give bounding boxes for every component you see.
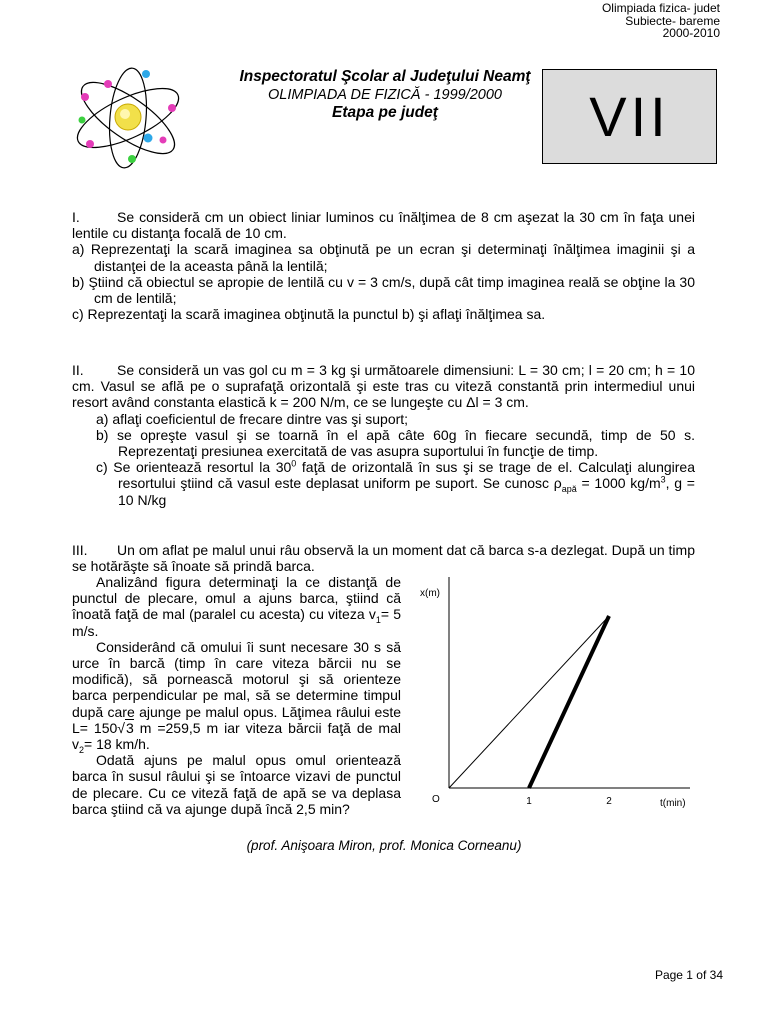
problem-2 (72, 362, 695, 508)
problem-3-para-2 (72, 638, 401, 755)
problem-3-number: III. (72, 542, 88, 558)
problem-1-c: c) Reprezentaţi la scară imaginea obţinută la punctul b) şi aflaţi înălţimea sa. (72, 306, 546, 323)
header-line-1: Olimpiada fizica- judet (601, 1, 720, 15)
problem-2-intro-text: Se consideră un vas gol cu m = 3 kg şi următoarele dimensiuni: L = 30 cm; l = 20 cm; h = 10 cm. Vasul se află pe o suprafaţă orizontală şi este tras cu viteză constantă prin intermediul unui resort având constanta elastică k = 200 N/m, ce se lungeşte cu Δl = 3 cm. (72, 362, 695, 411)
problem-2-c (72, 459, 695, 508)
page-header (602, 2, 720, 40)
series-thick-line (529, 616, 609, 788)
problem-2-c-part1: c) Se orientează resortul la 30 (96, 459, 292, 476)
problem-2-a: a) aflaţi coeficientul de frecare dintre vas şi suport; (96, 410, 409, 427)
document-title (230, 68, 540, 122)
para-2-mid: m =259,5 m iar viteza bărcii faţă de mal v (72, 719, 401, 753)
grade-box: VII (542, 69, 717, 164)
x-tick-1: 1 (526, 796, 532, 807)
motion-graph (410, 572, 700, 817)
cubic-sup: 3 (660, 474, 666, 485)
v1-sub: 1 (375, 615, 381, 626)
problem-1-a: a) Reprezentaţi la scară imaginea sa obţinută pe un ecran şi determinaţi înălţimea imaginii şi a distanţei de la aceasta până la lentilă; (72, 241, 695, 274)
problem-3-body (72, 574, 401, 817)
x-tick-2: 2 (606, 796, 612, 807)
problem-2-b: b) se opreşte vasul şi se toarnă în el apă câte 60g în fiecare secundă, timp de 50 s. Reprezentaţi presiunea exercitată de vas asupra suportului în funcţie de timp. (96, 426, 695, 460)
problem-1-intro (72, 209, 695, 241)
problem-1-b: b) Ştiind că obiectul se apropie de lentilă cu v = 3 cm/s, după cât timp imaginea reală se obţine la 30 cm de lentilă; (72, 273, 695, 307)
header-line-3: 2000-2010 (662, 26, 720, 40)
page-number: Page 1 of 34 (654, 968, 723, 982)
origin-label: O (432, 794, 440, 805)
problem-3-para-1 (72, 574, 401, 639)
x-axis-label: t(min) (660, 798, 686, 809)
problem-2-number: II. (72, 362, 84, 378)
problem-1-number: I. (72, 209, 80, 225)
problem-2-intro (72, 362, 695, 411)
sqrt-symbol: √ (117, 719, 125, 736)
problem-1-intro-text: Se consideră cm un obiect liniar luminos cu înălţimea de 8 cm aşezat la 30 cm în faţa unei lentile cu distanţa focală de 10 cm. (72, 209, 695, 242)
olympiad-title: OLIMPIADA DE FIZICĂ - 1999/2000 (268, 87, 502, 103)
stage-title: Etapa pe judeţ (332, 104, 438, 121)
rho-sub: apă (561, 484, 577, 495)
problem-3-intro-text: Un om aflat pe malul unui râu observă la un moment dat că barca s-a dezlegat. După un timp se hotărăşte să înoate să prindă barca. (72, 542, 695, 575)
series-thin-line (449, 616, 609, 788)
authors-credit: (prof. Anişoara Miron, prof. Monica Corneanu) (246, 838, 522, 853)
v2-sub: 2 (79, 744, 85, 755)
problem-1 (72, 209, 695, 322)
atom-logo-icon (68, 62, 188, 174)
problem-2-c-part4: , g = 10 N/kg (118, 475, 695, 508)
sqrt-value: 3 (125, 719, 134, 736)
para-2-text: Considerând că omului îi sunt necesare 30 s să urce în barcă (timp în care viteza bărcii nu se modifică), să pornească motorul şi să orienteze barca perpendicular pe mal, să se determine timpul după care ajunge pe malul opus. Lăţimea râului este L= 150 (72, 638, 401, 736)
problem-3-intro (72, 542, 695, 574)
inspectorate-title: Inspectoratul Şcolar al Judeţului Neamţ (239, 68, 531, 85)
problem-2-c-part3: = 1000 kg/m (576, 475, 661, 492)
y-axis-label: x(m) (420, 588, 440, 599)
para-2-end: = 18 km/h. (84, 736, 150, 753)
degree-sup: 0 (291, 458, 297, 469)
problem-3-para-3: Odată ajuns pe malul opus omul orientează barca în susul râului şi se întoarce vizavi de punctul de plecare. Cu ce viteză faţă de apă se va deplasa barca ştiind că va ajunge după încă 2,5 min? (72, 752, 401, 817)
para-1-end: = 5 m/s. (72, 606, 401, 639)
problem-2-c-part2: faţă de orizontală în sus şi se trage de el. Calculaţi alungirea resortului ştiind că vasul este deplasat uniform pe suport. Se cunosc ρ (118, 459, 696, 492)
header-line-2: Subiecte- bareme (625, 13, 720, 28)
para-1-text: Analizând figura determinaţi la ce distanţă de punctul de plecare, omul a ajuns barca, ştiind că înoată faţă de mal (paralel cu acesta) cu viteza v (72, 574, 401, 623)
